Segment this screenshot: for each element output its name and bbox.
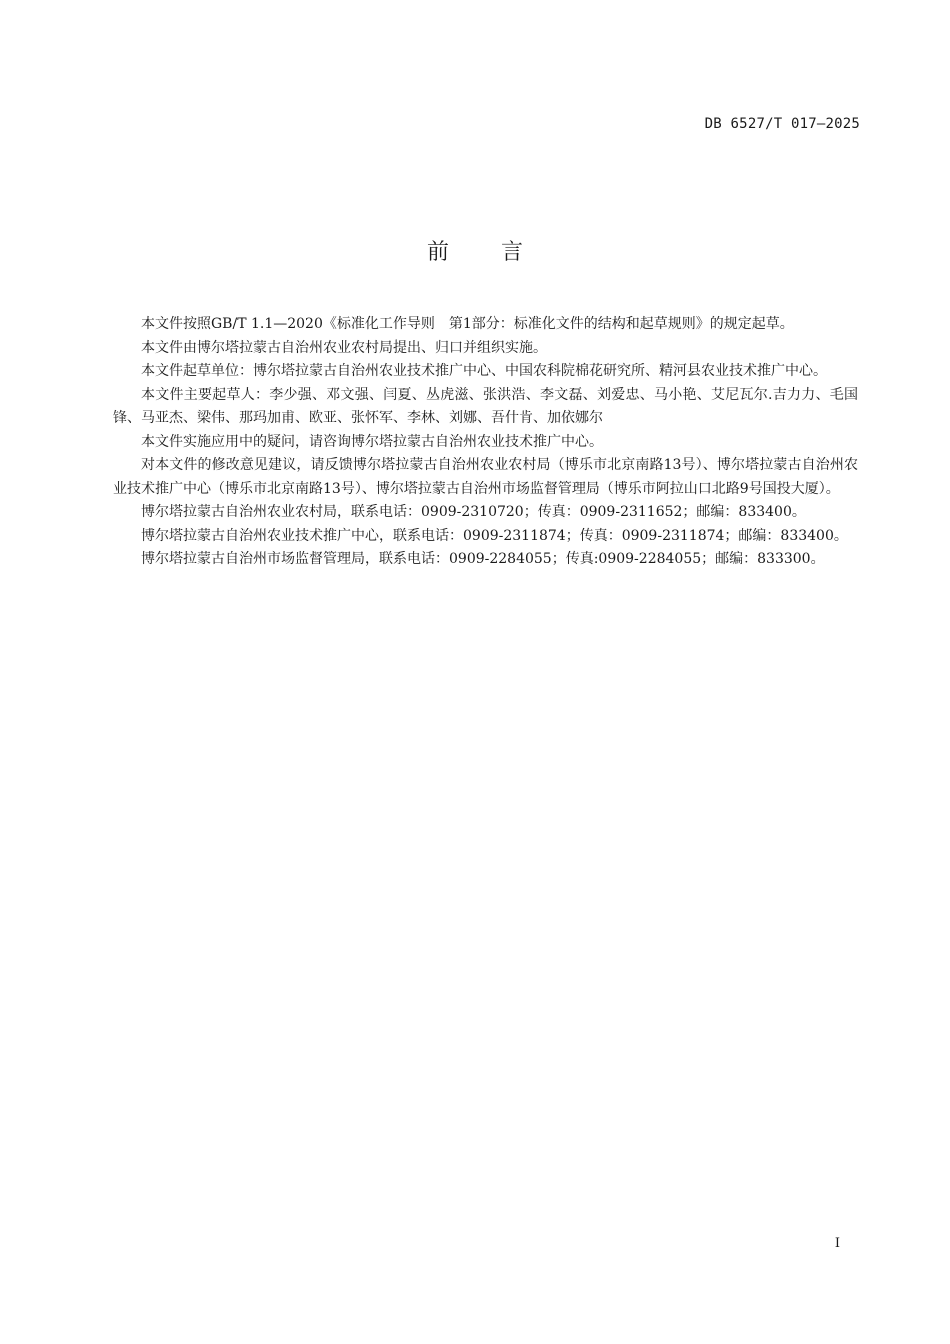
paragraph-drafters: 本文件主要起草人：李少强、邓文强、闫夏、丛虎滋、张洪浩、李文磊、刘爱忠、马小艳、艾尼瓦尔.吉力力、毛国锋、马亚杰、梁伟、那玛加甫、欧亚、张怀军、李林、刘娜、吾什肯、加依娜尔 bbox=[113, 386, 858, 426]
paragraph-drafting-basis: 本文件按照GB/T 1.1—2020《标准化工作导则 第1部分：标准化文件的结构和起草规则》的规定起草。 bbox=[141, 316, 794, 332]
paragraph-proposer: 本文件由博尔塔拉蒙古自治州农业农村局提出、归口并组织实施。 bbox=[141, 339, 547, 356]
page-number: I bbox=[834, 1236, 840, 1251]
paragraph-contact-extension-center: 博尔塔拉蒙古自治州农业技术推广中心，联系电话：0909-2311874；传真：0909-2311874；邮编：833400。 bbox=[141, 527, 848, 544]
foreword-body bbox=[113, 313, 858, 572]
paragraph-inquiries: 本文件实施应用中的疑问，请咨询博尔塔拉蒙古自治州农业技术推广中心。 bbox=[141, 433, 603, 450]
paragraph-contact-agriculture-bureau: 博尔塔拉蒙古自治州农业农村局，联系电话：0909-2310720；传真：0909-2311652；邮编：833400。 bbox=[141, 504, 806, 520]
paragraph-drafting-units: 本文件起草单位：博尔塔拉蒙古自治州农业技术推广中心、中国农科院棉花研究所、精河县农业技术推广中心。 bbox=[141, 363, 827, 379]
paragraph-contact-market-bureau: 博尔塔拉蒙古自治州市场监督管理局，联系电话：0909-2284055；传真:0909-2284055；邮编：833300。 bbox=[141, 551, 825, 567]
document-code: DB 6527/T 017—2025 bbox=[704, 116, 860, 132]
paragraph-feedback: 对本文件的修改意见建议，请反馈博尔塔拉蒙古自治州农业农村局（博乐市北京南路13号）、博尔塔拉蒙古自治州农业技术推广中心（博乐市北京南路13号）、博尔塔拉蒙古自治州市场监督管理局（博乐市阿拉山口北路9号国投大厦）。 bbox=[113, 457, 858, 497]
page-title: 前言 bbox=[426, 240, 575, 265]
